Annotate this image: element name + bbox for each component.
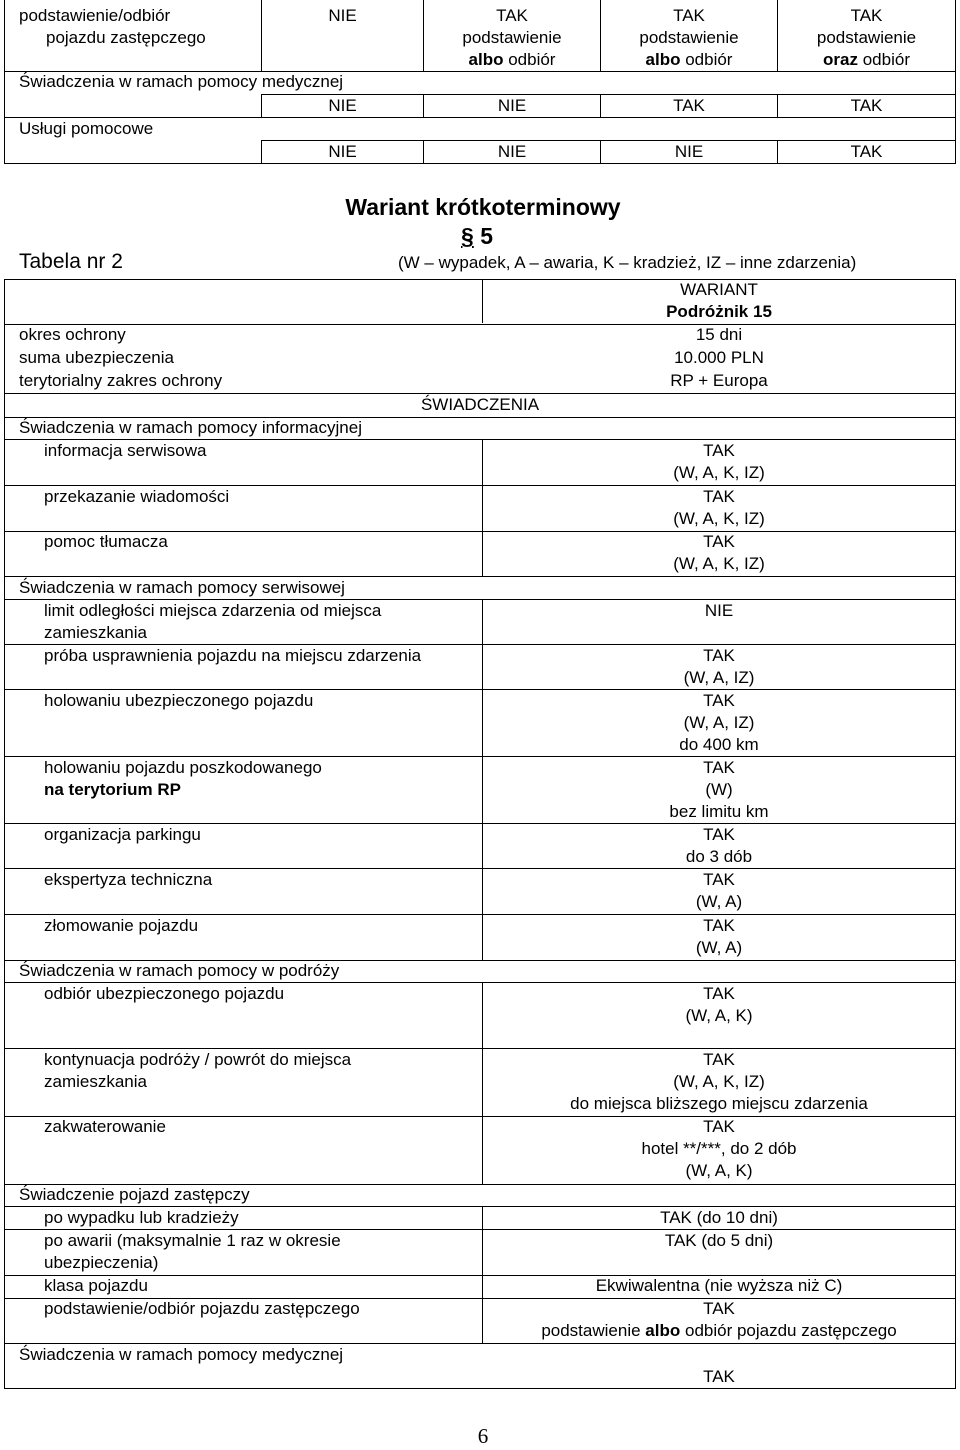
row-label: podstawienie/odbiór [19, 6, 171, 25]
row-label: przekazanie wiadomości [44, 487, 230, 506]
cell-value: TAK [496, 6, 528, 25]
cell-value: (W, A, K) [685, 1161, 753, 1180]
row-label: zamieszkania [44, 1072, 147, 1091]
cell-value: (W, A, K, IZ) [673, 509, 765, 528]
row-label: klasa pojazdu [44, 1276, 148, 1295]
cell-value: (W, A, IZ) [683, 668, 755, 687]
border [4, 279, 5, 1389]
emphasis: albo [645, 1321, 681, 1340]
cell-value: TAK [703, 1299, 735, 1318]
cell-value: (W, A, K, IZ) [673, 463, 765, 482]
row-label: okres ochrony [19, 325, 126, 344]
cell-value [424, 49, 600, 71]
section-label: Świadczenia w ramach pomocy w podróży [19, 961, 340, 980]
cell-value: TAK [850, 96, 883, 115]
cell-value: TAK [703, 758, 735, 777]
section-label: Usługi pomocowe [19, 119, 154, 138]
border [4, 1388, 956, 1389]
emphasis: albo [468, 50, 504, 69]
cell-value: podstawienie [462, 28, 562, 47]
cell-text: odbiór pojazdu zastępczego [684, 1321, 897, 1340]
cell-value [601, 49, 777, 71]
emphasis: oraz [823, 50, 858, 69]
page-title: Wariant krótkoterminowy [345, 194, 621, 220]
cell-value: TAK [703, 984, 735, 1003]
cell-text: podstawienie [541, 1321, 641, 1340]
emphasis: albo [645, 50, 681, 69]
row-label: zamieszkania [44, 623, 147, 642]
row-label: suma ubezpieczenia [19, 348, 174, 367]
row-label: ubezpieczenia) [44, 1253, 159, 1272]
cell-value: NIE [328, 96, 357, 115]
row-label: podstawienie/odbiór pojazdu zastępczego [44, 1299, 360, 1318]
row-label: pomoc tłumacza [44, 532, 168, 551]
cell-value: podstawienie [639, 28, 739, 47]
section-label: Świadczenia w ramach pomocy serwisowej [19, 578, 345, 597]
cell-value: 10.000 PLN [674, 348, 764, 367]
cell-value: TAK (do 10 dni) [660, 1208, 778, 1227]
cell-value: Ekwiwalentna (nie wyższa niż C) [595, 1276, 843, 1295]
page-number: 6 [477, 1424, 489, 1448]
cell-value: NIE [328, 142, 357, 161]
cell-value: TAK [703, 870, 735, 889]
row-label: kontynuacja podróży / powrót do miejsca [44, 1050, 352, 1069]
cell-value: (W, A, K, IZ) [673, 554, 765, 573]
cell-value: NIE [704, 601, 734, 620]
section-label: Świadczenia w ramach pomocy medycznej [19, 1345, 344, 1364]
row-label: złomowanie pojazdu [44, 916, 199, 935]
cell-value: TAK [673, 96, 705, 115]
cell-value: (W, A) [695, 892, 743, 911]
section-heading [461, 221, 493, 251]
cell-value: NIE [328, 6, 357, 25]
cell-value: TAK [703, 532, 735, 551]
section-label: Świadczenie pojazd zastępczy [19, 1185, 250, 1204]
section-number: 5 [480, 223, 493, 249]
benefits-heading: ŚWIADCZENIA [420, 395, 540, 414]
cell-value: TAK [850, 6, 883, 25]
cell-value: TAK [703, 1117, 735, 1136]
cell-text: odbiór [508, 50, 556, 69]
cell-value: podstawienie [816, 28, 917, 47]
cell-value: NIE [497, 96, 527, 115]
cell-value: TAK [703, 825, 735, 844]
row-label: próba usprawnienia pojazdu na miejscu zdarzenia [44, 646, 422, 665]
cell-value: TAK [673, 6, 705, 25]
row-label: zakwaterowanie [44, 1117, 166, 1136]
row-label: holowaniu pojazdu poszkodowanego [44, 758, 322, 777]
column-header: Podróżnik 15 [666, 302, 772, 321]
row-label: po wypadku lub kradzieży [44, 1208, 239, 1227]
border [4, 163, 956, 164]
cell-value: TAK [850, 142, 883, 161]
cell-value: (W) [705, 780, 733, 799]
cell-value: NIE [497, 142, 527, 161]
cell-text: odbiór [862, 50, 910, 69]
cell-text: odbiór [685, 50, 733, 69]
cell-value: TAK [703, 487, 735, 506]
table-label: Tabela nr 2 [19, 250, 123, 273]
cell-value: TAK [703, 1367, 735, 1386]
cell-value: (W, A) [695, 938, 743, 957]
section-label: Świadczenia w ramach pomocy medycznej [19, 72, 344, 91]
cell-value: NIE [674, 142, 704, 161]
column-header: WARIANT [680, 280, 758, 299]
cell-value: TAK [703, 646, 735, 665]
legend: (W – wypadek, A – awaria, K – kradzież, IZ – inne zdarzenia) [398, 253, 857, 272]
cell-value: 15 dni [695, 325, 743, 344]
cell-value: TAK [703, 1050, 735, 1069]
cell-value: bez limitu km [669, 802, 769, 821]
cell-value [483, 1320, 955, 1342]
border [955, 279, 956, 1389]
row-label: holowaniu ubezpieczonego pojazdu [44, 691, 314, 710]
row-label: pojazdu zastępczego [46, 28, 206, 47]
section-label: Świadczenia w ramach pomocy informacyjnej [19, 418, 362, 437]
row-label: po awarii (maksymalnie 1 raz w okresie [44, 1231, 341, 1250]
cell-value: (W, A, K) [685, 1006, 753, 1025]
cell-value: TAK [703, 916, 735, 935]
cell-value: do miejsca bliższego miejscu zdarzenia [570, 1094, 868, 1113]
cell-value: RP + Europa [670, 371, 768, 390]
cell-value: (W, A, K, IZ) [673, 1072, 765, 1091]
row-label: organizacja parkingu [44, 825, 201, 844]
cell-value: do 3 dób [685, 847, 753, 866]
cell-value [778, 49, 955, 71]
cell-value: TAK (do 5 dni) [664, 1231, 774, 1250]
row-label: ekspertyza techniczna [44, 870, 213, 889]
cell-value: TAK [703, 691, 735, 710]
row-label: terytorialny zakres ochrony [19, 371, 223, 390]
cell-value: TAK [703, 441, 735, 460]
row-label: limit odległości miejsca zdarzenia od miejsca [44, 601, 382, 620]
border [4, 0, 5, 164]
cell-value: (W, A, IZ) [683, 713, 755, 732]
section-symbol: § [461, 223, 474, 249]
cell-value: hotel **/***, do 2 dób [641, 1139, 797, 1158]
cell-value: do 400 km [679, 735, 759, 754]
row-label: na terytorium RP [44, 780, 181, 799]
row-label: informacja serwisowa [44, 441, 207, 460]
row-label: odbiór ubezpieczonego pojazdu [44, 984, 285, 1003]
